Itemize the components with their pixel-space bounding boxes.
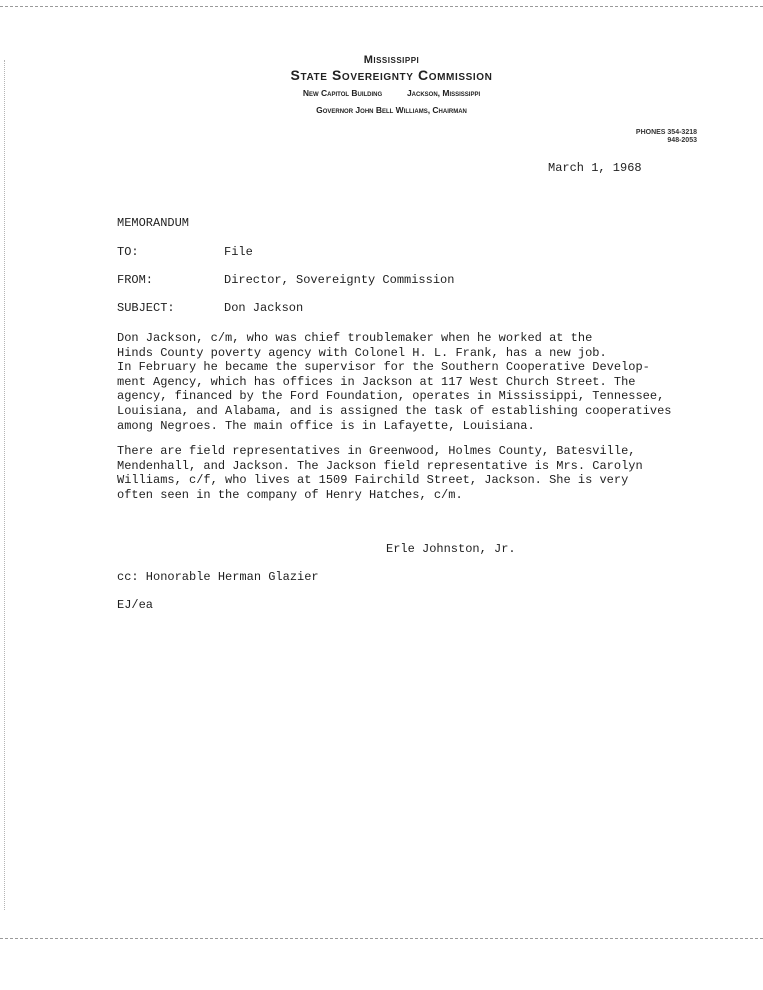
memo-heading: MEMORANDUM xyxy=(117,216,190,230)
letterhead-state: Mississippi xyxy=(363,54,420,66)
letterhead-city: Jackson, Mississippi xyxy=(406,88,481,98)
signature-name: Erle Johnston, Jr. xyxy=(386,542,516,556)
to-value: File xyxy=(224,245,253,259)
from-label: FROM: xyxy=(117,273,154,287)
paragraph-line: In February he became the supervisor for the Southern Cooperative Develop- xyxy=(117,360,650,375)
paragraph-line: agency, financed by the Ford Foundation, operates in Mississippi, Tennessee, xyxy=(117,389,665,404)
memo-date: March 1, 1968 xyxy=(548,161,642,175)
bottom-scan-line xyxy=(0,938,763,939)
paragraph-line: Williams, c/f, who lives at 1509 Fairchild Street, Jackson. She is very xyxy=(117,473,629,488)
paragraph-line: Hinds County poverty agency with Colonel H. L. Frank, has a new job. xyxy=(117,345,607,360)
to-label: TO: xyxy=(117,245,139,259)
subject-value: Don Jackson xyxy=(224,301,304,315)
memo-paragraph-1 xyxy=(117,331,677,433)
typist-initials: EJ/ea xyxy=(117,598,154,612)
paragraph-line: among Negroes. The main office is in Lafayette, Louisiana. xyxy=(117,418,535,433)
paragraph-line: There are field representatives in Greenwood, Holmes County, Batesville, xyxy=(117,444,636,458)
phones-secondary: 948-2053 xyxy=(667,137,697,144)
paragraph-line: Mendenhall, and Jackson. The Jackson field representative is Mrs. Carolyn xyxy=(117,458,643,473)
paragraph-line: often seen in the company of Henry Hatches, c/m. xyxy=(117,487,463,502)
cc-line: cc: Honorable Herman Glazier xyxy=(117,570,319,584)
paragraph-line: Louisiana, and Alabama, and is assigned the task of establishing cooperatives xyxy=(117,403,672,418)
letterhead-building: New Capitol Building xyxy=(302,88,383,98)
top-scan-line xyxy=(0,6,763,7)
from-value: Director, Sovereignty Commission xyxy=(224,273,455,287)
paragraph-line: ment Agency, which has offices in Jackson at 117 West Church Street. The xyxy=(117,374,636,389)
letterhead-phones xyxy=(636,129,697,145)
letterhead-governor: Governor John Bell Williams, Chairman xyxy=(316,105,467,115)
letterhead-commission: State Sovereignty Commission xyxy=(290,67,493,83)
memo-paragraph-2 xyxy=(117,444,677,502)
paragraph-line: Don Jackson, c/m, who was chief troublemaker when he worked at the xyxy=(117,331,593,345)
subject-label: SUBJECT: xyxy=(117,301,175,315)
left-scan-edge xyxy=(4,60,5,910)
phones-primary: PHONES 354-3218 xyxy=(635,129,697,136)
letterhead-address xyxy=(10,88,763,98)
